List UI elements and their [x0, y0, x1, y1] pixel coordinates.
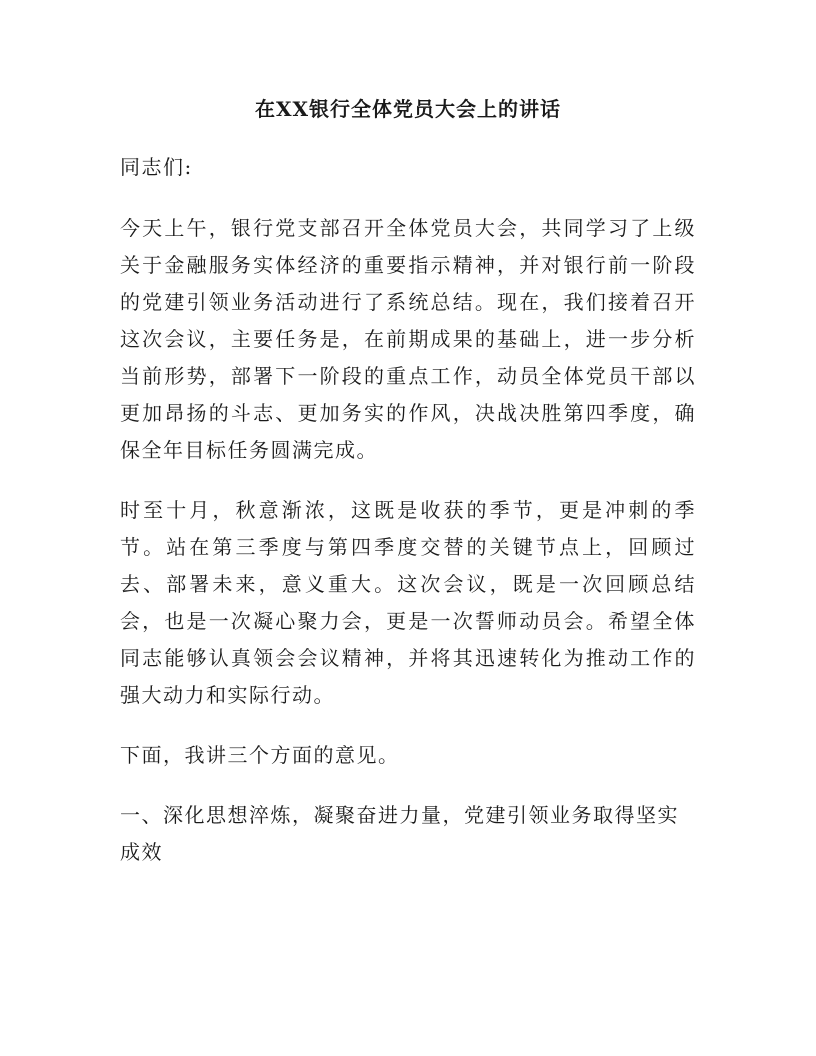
greeting: 同志们:: [120, 155, 193, 179]
document-title: 在XX银行全体党员大会上的讲话: [254, 97, 562, 121]
paragraph-context: 时至十月，秋意渐浓，这既是收获的季节，更是冲刺的季节。站在第三季度与第四季度交替的关键节点上，回顾过去、部署未来，意义重大。这次会议，既是一次回顾总结会，也是一次凝心聚力会，更是一次誓师动员会。希望全体同志能够认真领会会议精神，并将其迅速转化为推动工作的强大动力和实际行动。: [120, 498, 696, 707]
paragraph-intro: 今天上午，银行党支部召开全体党员大会，共同学习了上级关于金融服务实体经济的重要指示精神，并对银行前一阶段的党建引领业务活动进行了系统总结。现在，我们接着召开这次会议，主要任务是，在前期成果的基础上，进一步分析当前形势，部署下一阶段的重点工作，动员全体党员干部以更加昂扬的斗志、更加务实的作风，决战决胜第四季度，确保全年目标任务圆满完成。: [120, 216, 696, 462]
section-heading-1: 一、深化思想淬炼，凝聚奋进力量，党建引领业务取得坚实成效: [120, 803, 679, 864]
paragraph-outline: 下面，我讲三个方面的意见。: [120, 743, 400, 767]
